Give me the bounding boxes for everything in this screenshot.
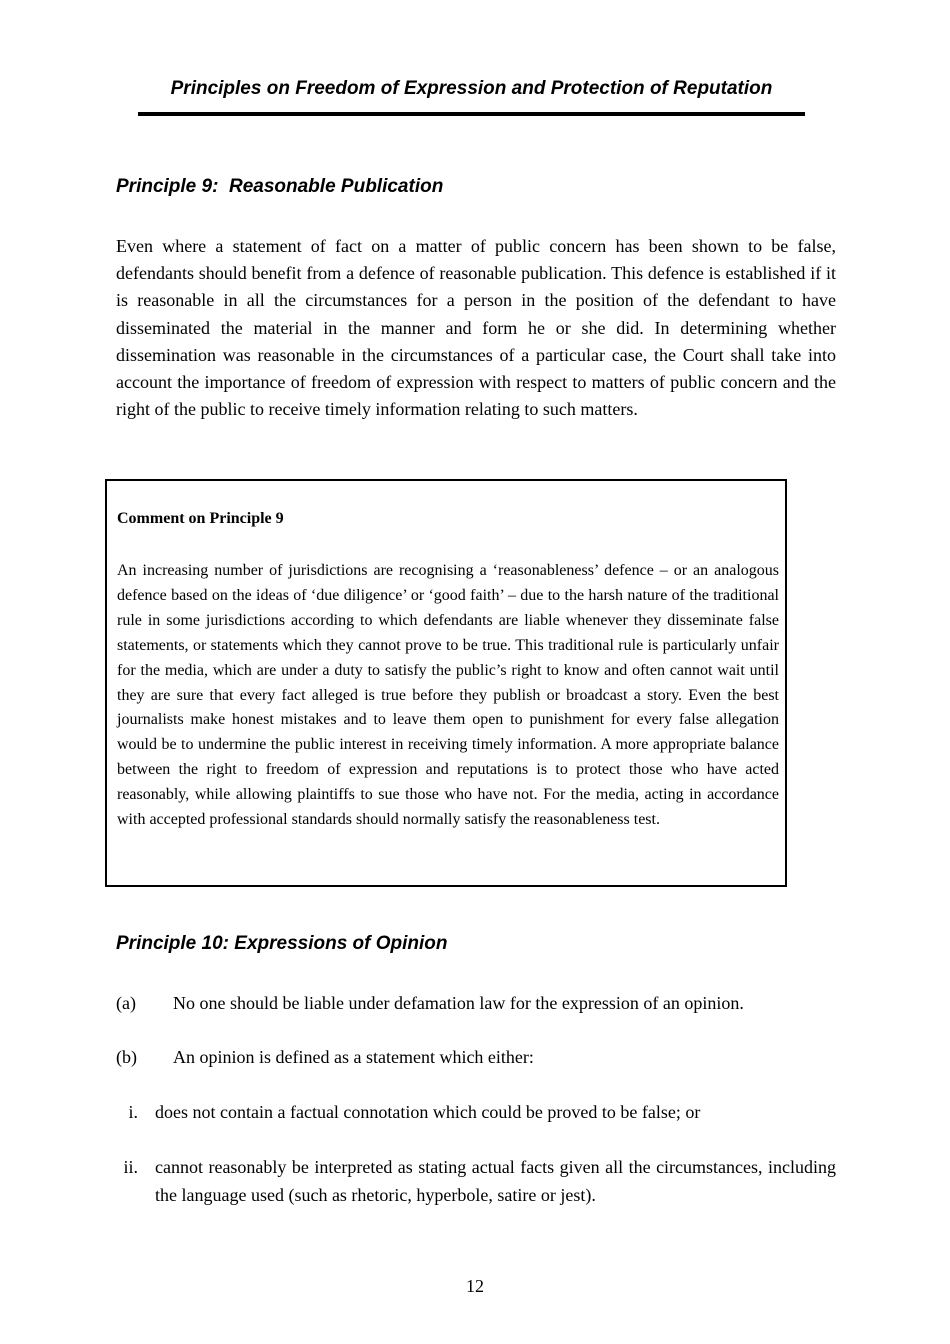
principle-9-heading: Principle 9: Reasonable Publication (116, 176, 444, 197)
sublist-marker-i: i. (128, 1102, 138, 1122)
running-header: Principles on Freedom of Expression and Protection of Reputation (170, 78, 773, 99)
list-text-a: No one should be liable under defamation law for the expression of an opinion. (173, 993, 744, 1013)
principle-9-body: Even where a statement of fact on a matter of public concern has been shown to be false, defendants should benefit from a defence of reasonable publication. This defence is established if it is reasonable in all the circumstances for a person in the position of the defendant to have disseminated the material in the manner and form he or she did. In determining whether dissemination was reasonable in the circumstances of a particular case, the Court shall take into account the importance of freedom of expression with respect to matters of public concern and the right of the public to receive timely information relating to such matters. (116, 236, 836, 420)
comment-body: An increasing number of jurisdictions are recognising a ‘reasonableness’ defence – or an analogous defence based on the ideas of ‘due diligence’ or ‘good faith’ – due to the harsh nature of the traditional rule in some jurisdictions according to which defendants are liable whenever they disseminate false statements, or statements which they cannot prove to be true. This traditional rule is particularly unfair for the media, which are under a duty to satisfy the public’s right to know and often cannot wait until they are sure that every fact alleged is true before they publish or broadcast a story. Even the best journalists make honest mistakes and to leave them open to punishment for every false allegation would be to undermine the public interest in receiving timely information. A more appropriate balance between the right to freedom of expression and reputations is to protect those who have acted reasonably, while allowing plaintiffs to sue those who have not. For the media, acting in accordance with accepted professional standards should normally satisfy the reasonableness test. (117, 562, 779, 829)
sublist-text-i: does not contain a factual connotation which could be proved to be false; or (155, 1102, 701, 1122)
page-number: 12 (466, 1276, 484, 1296)
comment-title: Comment on Principle 9 (117, 510, 284, 527)
list-text-b: An opinion is defined as a statement which either: (173, 1047, 534, 1067)
sublist-marker-ii: ii. (123, 1157, 138, 1177)
comment-box (105, 479, 787, 887)
list-marker-b: (b) (116, 1047, 137, 1067)
list-marker-a: (a) (116, 993, 136, 1013)
sublist-text-ii: cannot reasonably be interpreted as stating actual facts given all the circumstances, including the language used (such as rhetoric, hyperbole, satire or jest). (155, 1157, 836, 1205)
principle-10-heading: Principle 10: Expressions of Opinion (116, 933, 448, 954)
header-rule (138, 112, 805, 116)
